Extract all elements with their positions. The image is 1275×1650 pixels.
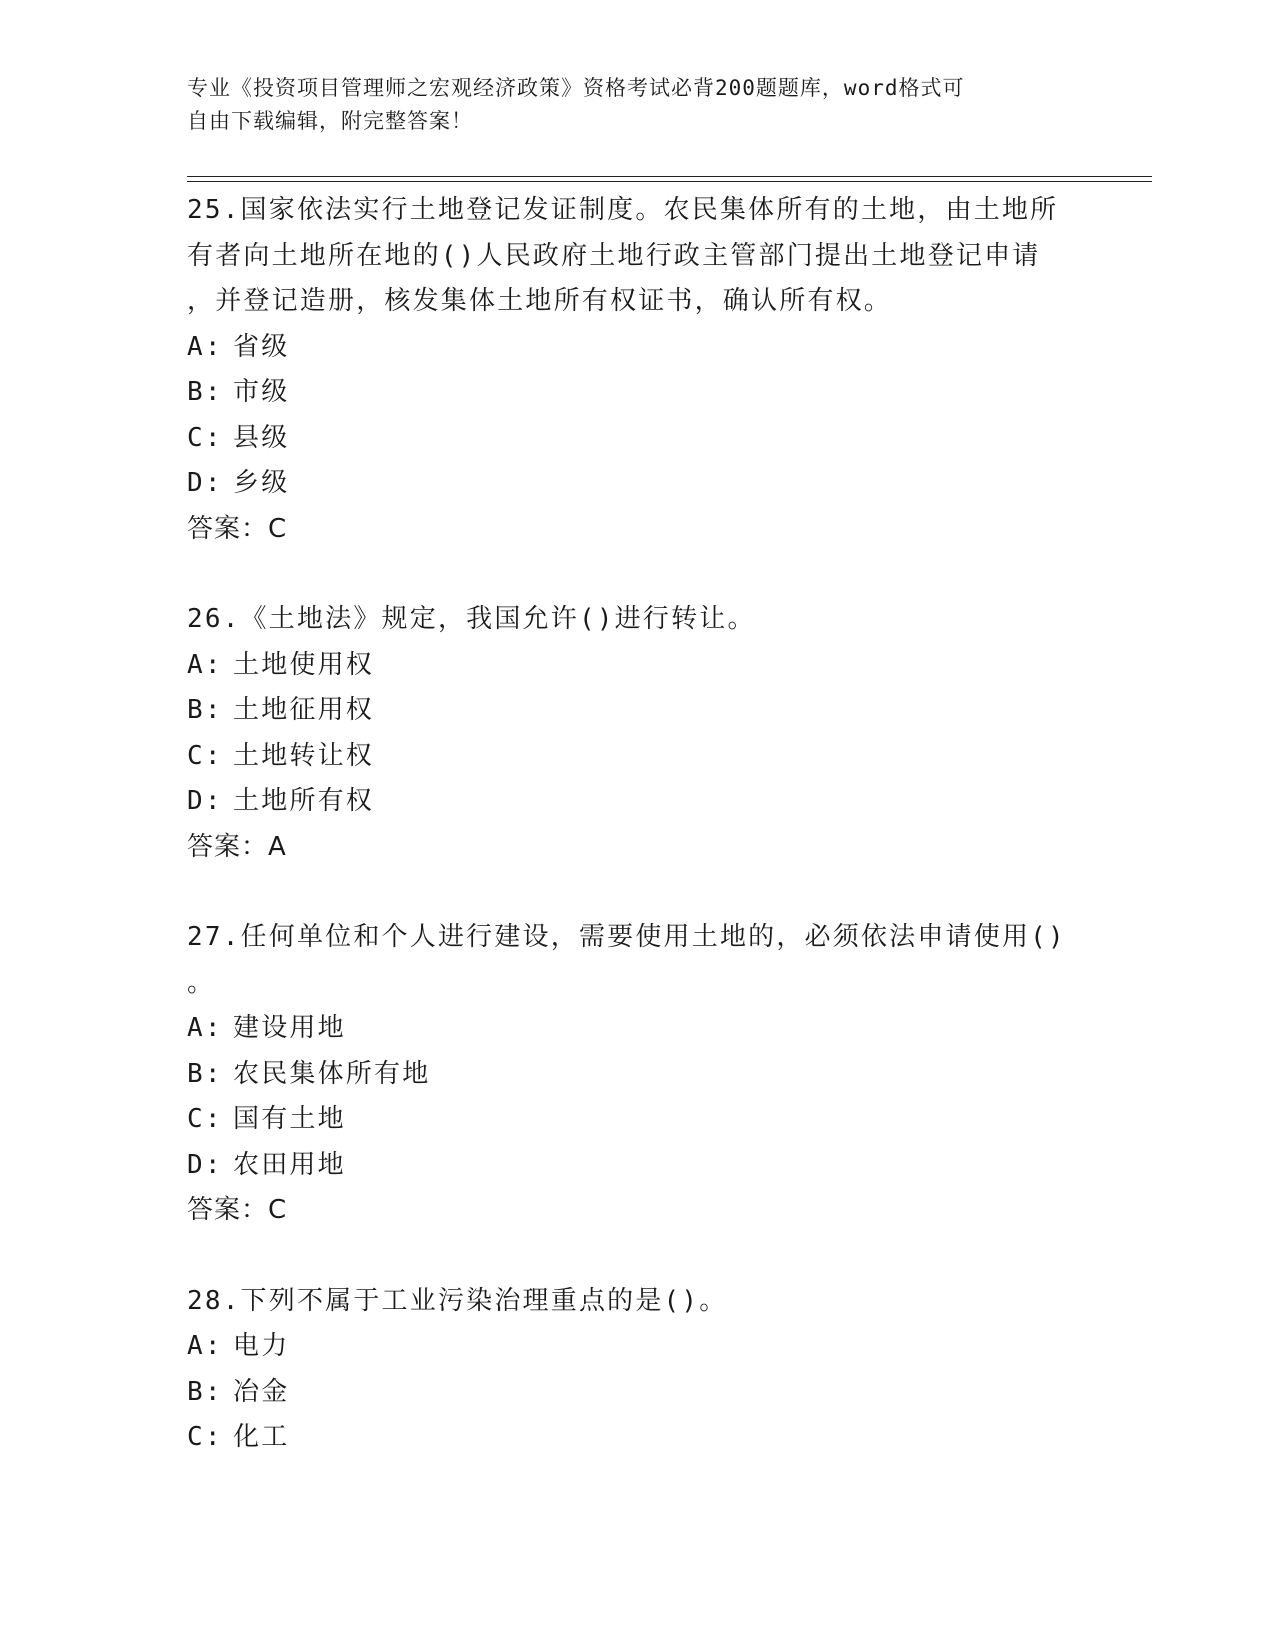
option-text: 县级 bbox=[233, 422, 290, 453]
option-text: 农民集体所有地 bbox=[233, 1058, 431, 1089]
question-list bbox=[187, 188, 1087, 1506]
answer-option bbox=[187, 416, 1087, 462]
question-block bbox=[187, 1279, 1087, 1461]
question-block bbox=[187, 188, 1087, 552]
option-letter: A: bbox=[187, 649, 223, 680]
option-letter: A: bbox=[187, 1013, 223, 1043]
answer-option bbox=[187, 1415, 1087, 1461]
answer-option bbox=[187, 643, 1087, 689]
header-divider-top bbox=[187, 176, 1152, 177]
option-text: 电力 bbox=[233, 1331, 290, 1361]
question-stem-line: 27.任何单位和个人进行建设，需要使用土地的，必须依法申请使用() bbox=[187, 922, 1066, 952]
answer-option bbox=[187, 461, 1087, 507]
option-letter: D: bbox=[187, 786, 223, 816]
answer-option bbox=[187, 1052, 1087, 1098]
question-block bbox=[187, 597, 1087, 870]
option-text: 土地征用权 bbox=[233, 695, 375, 725]
question-stem-line: 25.国家依法实行土地登记发证制度。农民集体所有的土地，由土地所 bbox=[187, 195, 1059, 225]
answer-option bbox=[187, 370, 1087, 416]
header-line-1: 专业《投资项目管理师之宏观经济政策》资格考试必背200题题库，word格式可 bbox=[187, 76, 965, 100]
answer-option bbox=[187, 779, 1087, 825]
option-text: 国有土地 bbox=[233, 1104, 346, 1134]
question-stem-line: ，并登记造册，核发集体土地所有权证书，确认所有权。 bbox=[187, 286, 893, 316]
question-stem-line: 有者向土地所在地的()人民政府土地行政主管部门提出土地登记申请 bbox=[187, 240, 1041, 271]
answer-option bbox=[187, 325, 1087, 371]
option-text: 市级 bbox=[233, 377, 290, 407]
option-letter: C: bbox=[187, 1422, 223, 1452]
option-letter: B: bbox=[187, 1058, 223, 1089]
option-letter: B: bbox=[187, 377, 223, 407]
question-stem-line: 28.下列不属于工业污染治理重点的是()。 bbox=[187, 1285, 728, 1316]
option-letter: C: bbox=[187, 1104, 223, 1134]
option-letter: A: bbox=[187, 331, 223, 362]
option-letter: D: bbox=[187, 1149, 223, 1180]
option-letter: B: bbox=[187, 1376, 223, 1407]
option-text: 化工 bbox=[233, 1422, 290, 1452]
option-letter: A: bbox=[187, 1331, 223, 1361]
answer-option bbox=[187, 1006, 1087, 1052]
answer-key: 答案：A bbox=[187, 831, 287, 862]
option-text: 土地所有权 bbox=[233, 786, 375, 816]
answer-option bbox=[187, 734, 1087, 780]
question-block bbox=[187, 915, 1087, 1234]
question-stem-line: 26.《土地法》规定，我国允许()进行转让。 bbox=[187, 604, 756, 634]
answer-option bbox=[187, 1324, 1087, 1370]
answer-option bbox=[187, 688, 1087, 734]
answer-option bbox=[187, 1370, 1087, 1416]
answer-key: 答案：C bbox=[187, 1195, 288, 1225]
option-text: 农田用地 bbox=[233, 1149, 346, 1180]
option-letter: C: bbox=[187, 422, 223, 453]
option-text: 冶金 bbox=[233, 1376, 290, 1407]
option-text: 建设用地 bbox=[233, 1013, 346, 1043]
option-text: 省级 bbox=[233, 331, 290, 362]
question-stem-line: 。 bbox=[187, 967, 216, 998]
answer-option bbox=[187, 1097, 1087, 1143]
option-letter: D: bbox=[187, 468, 223, 498]
answer-option bbox=[187, 1143, 1087, 1189]
option-letter: B: bbox=[187, 695, 223, 725]
option-letter: C: bbox=[187, 740, 223, 771]
option-text: 土地转让权 bbox=[233, 740, 375, 771]
option-text: 土地使用权 bbox=[233, 649, 375, 680]
header-line-2: 自由下载编辑，附完整答案！ bbox=[187, 109, 473, 133]
option-text: 乡级 bbox=[233, 468, 290, 498]
document-header bbox=[187, 72, 1067, 138]
answer-key: 答案：C bbox=[187, 513, 288, 544]
header-divider-bottom bbox=[187, 181, 1152, 182]
